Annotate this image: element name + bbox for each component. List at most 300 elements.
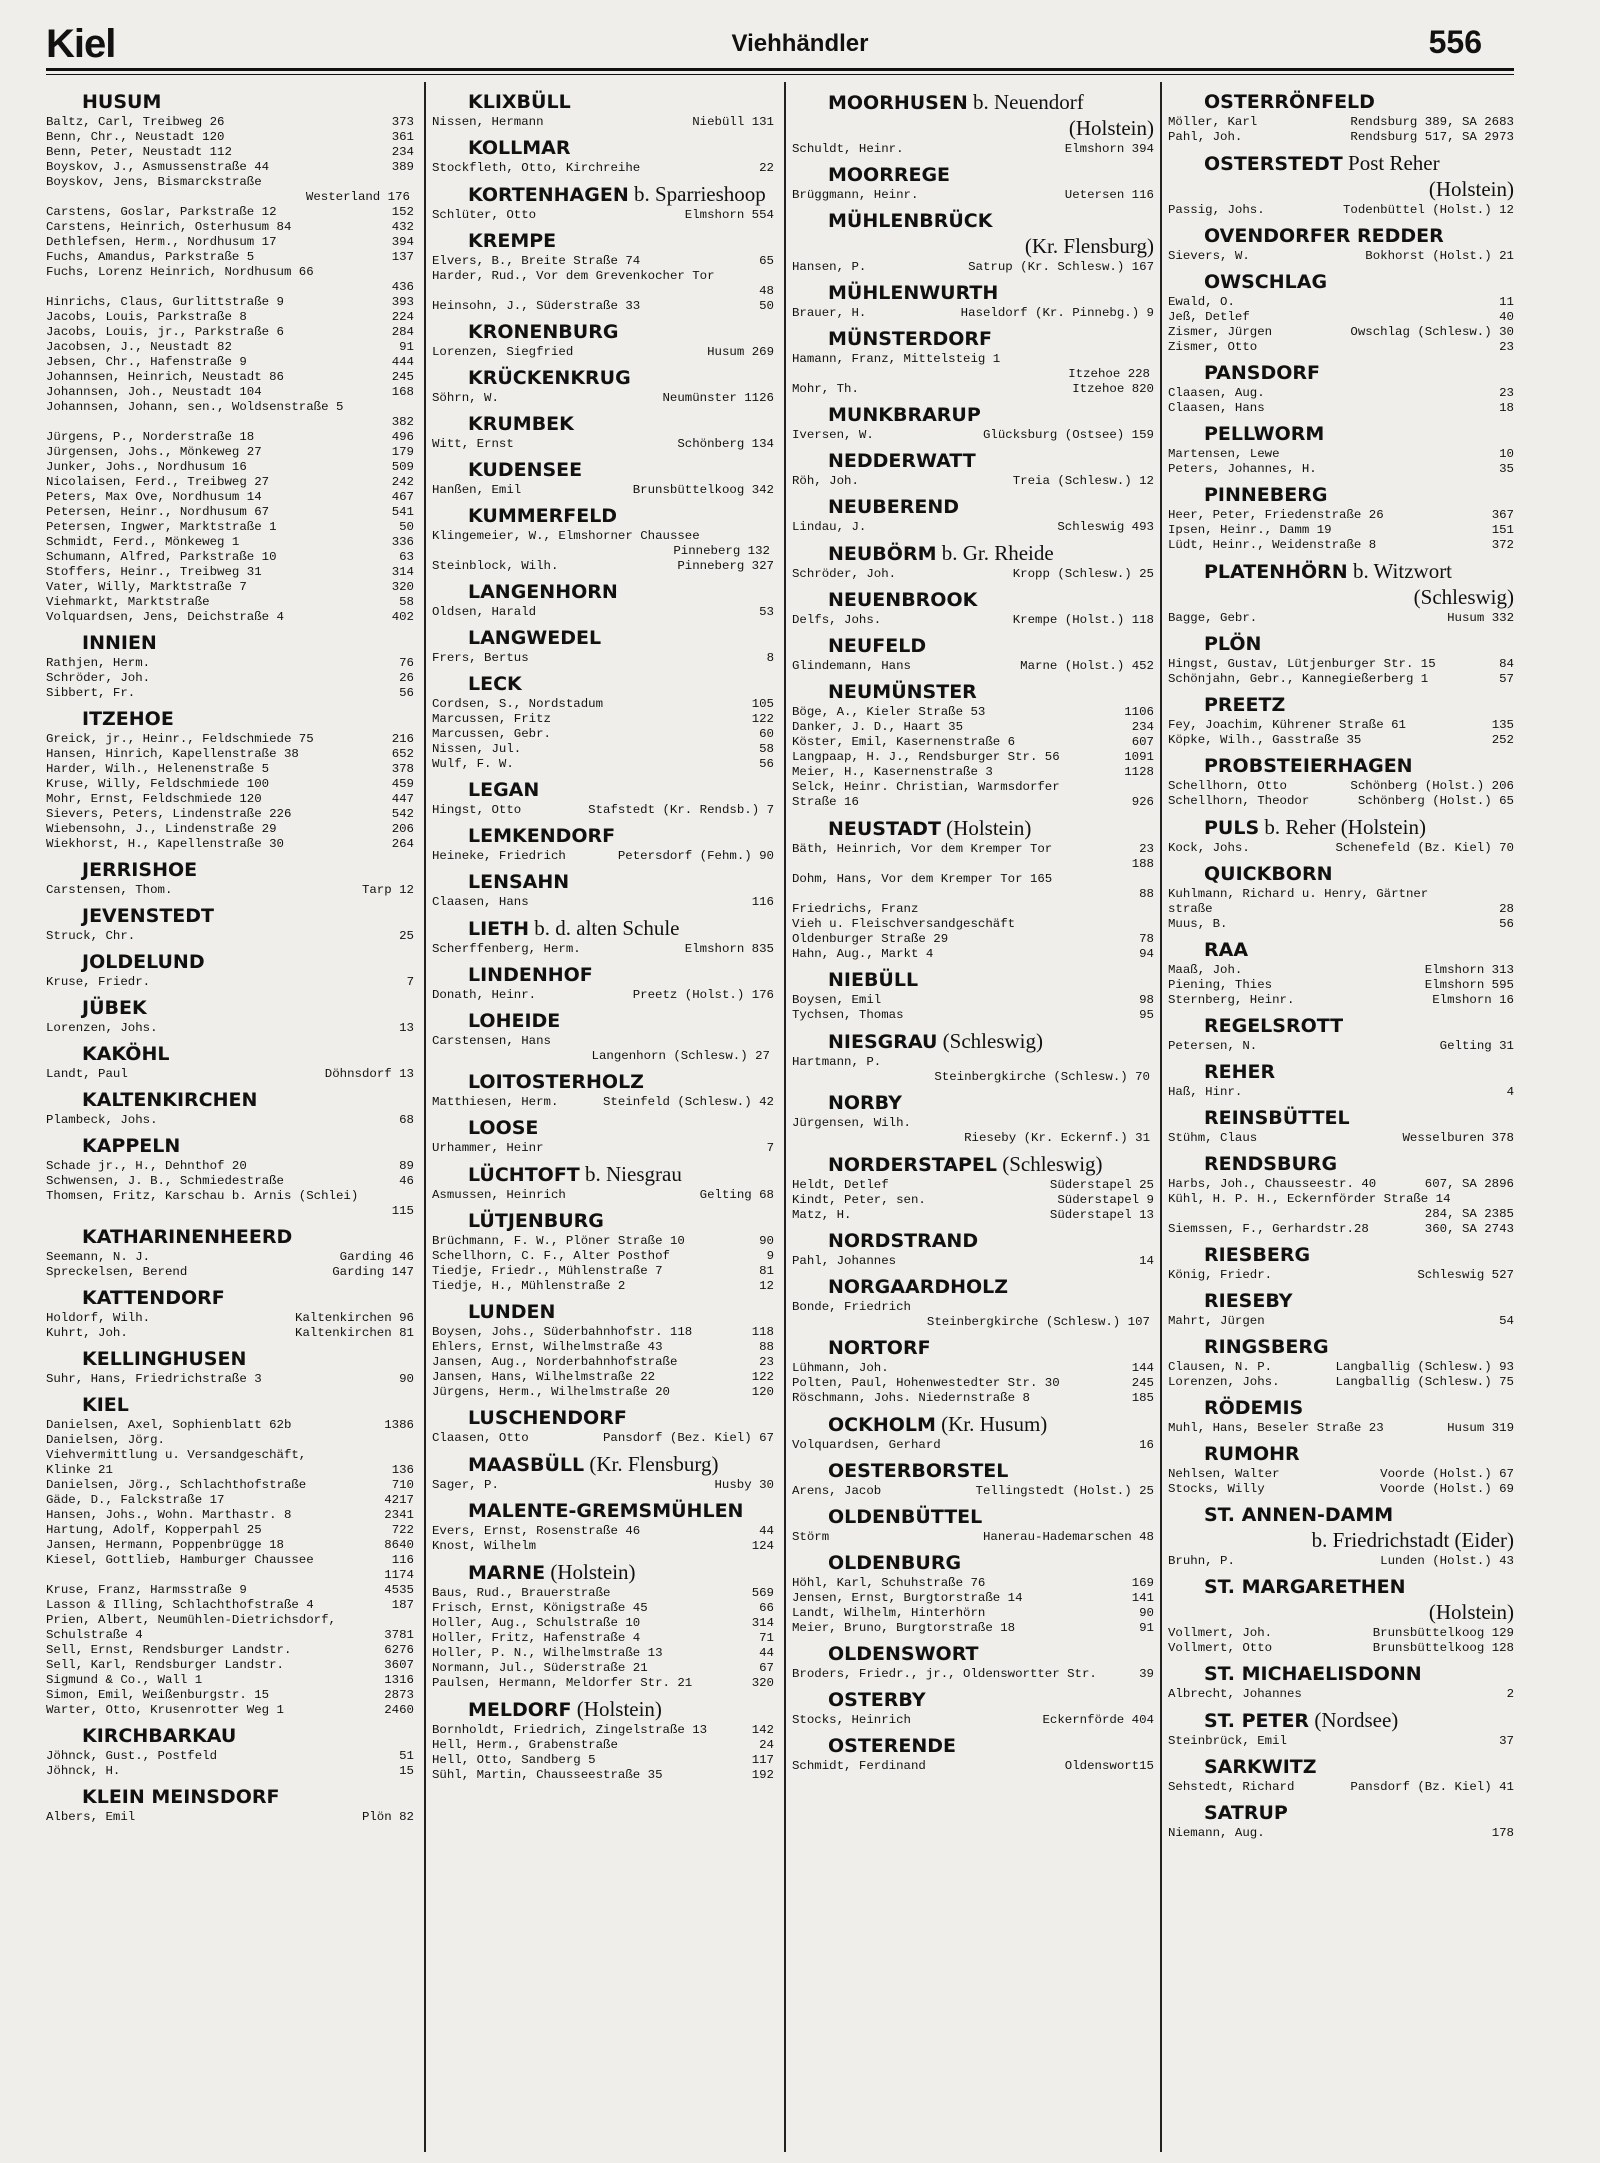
place-section <box>46 90 414 625</box>
phone-number: 436 <box>391 280 414 294</box>
place-name: NEUENBROOK <box>828 589 978 611</box>
dealer-entry <box>46 1067 414 1082</box>
dealer-name: Sibbert, Fr. <box>46 686 136 700</box>
dealer-entry <box>1168 978 1514 993</box>
place-name: RÖDEMIS <box>1204 1397 1304 1419</box>
dealer-entry <box>1168 1207 1514 1222</box>
place-heading <box>792 1029 1154 1055</box>
dealer-entry <box>792 1208 1154 1223</box>
dealer-name: Frers, Bertus <box>432 651 529 665</box>
dealer-name: Matz, H. <box>792 1208 852 1222</box>
place-heading <box>1168 270 1514 295</box>
phone-number: Pansdorf (Bz. Kiel) 41 <box>1350 1780 1514 1794</box>
dealer-entry <box>46 235 414 250</box>
place-section <box>1168 938 1514 1008</box>
phone-number: 372 <box>1491 538 1514 552</box>
dealer-entry <box>792 1008 1154 1023</box>
dealer-entry <box>46 595 414 610</box>
phone-number: Hanerau-Hademarschen 48 <box>982 1530 1154 1544</box>
place-heading <box>792 209 1154 234</box>
dealer-entry <box>792 872 1154 887</box>
dealer-name: Bonde, Friedrich <box>792 1300 911 1314</box>
column-3 <box>792 84 1154 2144</box>
dealer-entry <box>46 1311 414 1326</box>
dealer-entry <box>1168 1641 1514 1656</box>
dealer-name: Mahrt, Jürgen <box>1168 1314 1265 1328</box>
phone-number: 9 <box>766 1249 774 1263</box>
place-name: NEDDERWATT <box>828 450 976 472</box>
dealer-entry <box>1168 993 1514 1008</box>
dealer-name: Johannsen, Johann, sen., Woldsenstraße 5 <box>46 400 344 414</box>
dealer-entry <box>46 1433 414 1448</box>
place-heading <box>1168 224 1514 249</box>
place-heading <box>46 1724 414 1749</box>
place-section <box>792 403 1154 443</box>
dealer-name: Carstensen, Hans <box>432 1034 551 1048</box>
place-name: JOLDELUND <box>82 951 205 973</box>
dealer-entry <box>432 1646 774 1661</box>
place-heading <box>432 870 774 895</box>
dealer-entry <box>792 1178 1154 1193</box>
dealer-entry <box>46 370 414 385</box>
dealer-name: Zismer, Otto <box>1168 340 1258 354</box>
dealer-name: Schröder, Joh. <box>792 567 897 581</box>
dealer-entry <box>792 352 1154 367</box>
phone-number: 11 <box>1499 295 1514 309</box>
dealer-entry <box>46 1658 414 1673</box>
phone-number: 169 <box>1131 1576 1154 1590</box>
place-qualifier: b. Niesgrau <box>579 1162 682 1186</box>
place-name: RUMOHR <box>1204 1443 1300 1465</box>
dealer-entry <box>46 205 414 220</box>
place-name: MÜNSTERDORF <box>828 328 993 350</box>
phone-number: 389 <box>391 160 414 174</box>
dealer-entry <box>1168 295 1514 310</box>
phone-number: Plön 82 <box>361 1810 414 1824</box>
place-name: ST. PETER <box>1204 1710 1310 1732</box>
place-heading <box>1168 361 1514 386</box>
dealer-name: Lühmann, Joh. <box>792 1361 889 1375</box>
phone-number: 23 <box>1499 340 1514 354</box>
dealer-entry <box>46 1703 414 1718</box>
dealer-entry <box>46 445 414 460</box>
place-qualifier: (Schleswig) <box>996 1152 1103 1176</box>
place-qualifier: b. Friedrichstadt (Eider) <box>1311 1528 1514 1552</box>
column-divider <box>784 82 786 2152</box>
dealer-name: Haß, Hinr. <box>1168 1085 1243 1099</box>
phone-number: 710 <box>391 1478 414 1492</box>
phone-number: 26 <box>399 671 414 685</box>
dealer-name: Frisch, Ernst, Königstraße 45 <box>432 1601 648 1615</box>
column-divider <box>424 82 426 2152</box>
place-section <box>1168 862 1514 932</box>
dealer-name: Rathjen, Herm. <box>46 656 151 670</box>
place-section <box>432 870 774 910</box>
place-section <box>1168 1575 1514 1656</box>
phone-number: 22 <box>759 161 774 175</box>
phone-number <box>1150 917 1154 932</box>
place-name: NORGAARDHOLZ <box>828 1276 1009 1298</box>
place-heading <box>432 458 774 483</box>
dealer-name: Elvers, B., Breite Straße 74 <box>432 254 641 268</box>
place-name: REINSBÜTTEL <box>1204 1107 1350 1129</box>
dealer-entry <box>432 1325 774 1340</box>
place-section <box>1168 270 1514 355</box>
phone-number: 444 <box>391 355 414 369</box>
phone-number: 56 <box>399 686 414 700</box>
dealer-name: straße <box>1168 902 1213 916</box>
place-heading <box>432 963 774 988</box>
phone-number: Kaltenkirchen 81 <box>295 1326 414 1340</box>
dealer-entry <box>792 306 1154 321</box>
dealer-name: Seemann, N. J. <box>46 1250 151 1264</box>
phone-number <box>1150 1070 1154 1085</box>
dealer-name: Hansen, Johs., Wohn. Marthastr. 8 <box>46 1508 292 1522</box>
phone-number: Lunden (Holst.) 43 <box>1380 1554 1514 1568</box>
dealer-entry <box>1168 1554 1514 1569</box>
dealer-entry <box>1168 1467 1514 1482</box>
dealer-name: Kiesel, Gottlieb, Hamburger Chaussee <box>46 1553 314 1567</box>
place-heading <box>432 778 774 803</box>
dealer-name: Clausen, N. P. <box>1168 1360 1273 1374</box>
dealer-name: Holler, Aug., Schulstraße 10 <box>432 1616 641 1630</box>
dealer-name: Heldt, Detlef <box>792 1178 889 1192</box>
dealer-name: Jeß, Detlef <box>1168 310 1250 324</box>
dealer-entry <box>46 1688 414 1703</box>
phone-number: 91 <box>399 340 414 354</box>
dealer-name: Marcussen, Gebr. <box>432 727 551 741</box>
phone-number: 24 <box>759 1738 774 1752</box>
dealer-entry <box>432 345 774 360</box>
dealer-name: Fuchs, Amandus, Parkstraße 5 <box>46 250 255 264</box>
place-heading <box>1168 1335 1514 1360</box>
place-section <box>46 1088 414 1128</box>
dealer-name: Brüggmann, Heinr. <box>792 188 919 202</box>
phone-number: Husby 30 <box>714 1478 774 1492</box>
place-heading <box>1168 90 1514 115</box>
place-section <box>46 1225 414 1280</box>
phone-number: Voorde (Holst.) 69 <box>1380 1482 1514 1496</box>
dealer-name: Friedrichs, Franz <box>792 902 919 916</box>
place-section <box>432 824 774 864</box>
place-section <box>432 1406 774 1446</box>
place-name: MÜHLENWURTH <box>828 282 999 304</box>
dealer-name: Schlüter, Otto <box>432 208 537 222</box>
place-heading <box>1168 815 1514 841</box>
trade-heading: Viehhändler <box>731 30 869 57</box>
dealer-name: Lorenzen, Johs. <box>46 1021 158 1035</box>
phone-number: Pinneberg 327 <box>677 559 774 573</box>
dealer-name: Schumann, Alfred, Parkstraße 10 <box>46 550 277 564</box>
phone-number: 188 <box>1131 857 1154 871</box>
phone-number: 16 <box>1139 1438 1154 1452</box>
phone-number: Schleswig 527 <box>1417 1268 1514 1282</box>
dealer-name: Wulf, F. W. <box>432 757 514 771</box>
phone-number: 136 <box>391 1463 414 1477</box>
dealer-name: Hingst, Otto <box>432 803 522 817</box>
dealer-entry <box>792 705 1154 720</box>
dealer-name: Böge, A., Kieler Straße 53 <box>792 705 986 719</box>
place-section <box>1168 1503 1514 1569</box>
phone-number: 382 <box>391 415 414 429</box>
place-heading <box>792 1734 1154 1759</box>
dealer-name: Petersen, N. <box>1168 1039 1258 1053</box>
header-rule <box>46 68 1514 71</box>
dealer-name: Simon, Emil, Weißenburgstr. 15 <box>46 1688 270 1702</box>
place-heading <box>792 1412 1154 1438</box>
place-heading <box>792 1091 1154 1116</box>
phone-number: 13 <box>399 1021 414 1035</box>
place-heading <box>792 90 1154 116</box>
place-section <box>46 1286 414 1341</box>
dealer-name: Bruhn, P. <box>1168 1554 1235 1568</box>
dealer-entry <box>46 1628 414 1643</box>
phone-number: Glücksburg (Ostsee) 159 <box>982 428 1154 442</box>
dealer-entry <box>432 803 774 818</box>
place-heading <box>432 412 774 437</box>
dealer-name: Hingst, Gustav, Lütjenburger Str. 15 <box>1168 657 1436 671</box>
phone-number: 2460 <box>384 1703 414 1717</box>
phone-number: Elmshorn 313 <box>1424 963 1514 977</box>
place-name: NORBY <box>828 1092 902 1114</box>
dealer-entry <box>432 1385 774 1400</box>
dealer-name: Matthiesen, Herm. <box>432 1095 559 1109</box>
dealer-entry <box>46 550 414 565</box>
phone-number: Eckernförde 404 <box>1042 1713 1154 1727</box>
phone-number: 122 <box>751 1370 774 1384</box>
dealer-name: Arens, Jacob <box>792 1484 882 1498</box>
dealer-entry <box>46 430 414 445</box>
place-heading <box>432 1209 774 1234</box>
place-name: KLEIN MEINSDORF <box>82 1786 280 1808</box>
dealer-entry <box>46 340 414 355</box>
dealer-entry <box>432 712 774 727</box>
dealer-entry <box>1168 115 1514 130</box>
place-heading <box>432 580 774 605</box>
phone-number: 58 <box>399 595 414 609</box>
place-name: KUMMERFELD <box>468 505 618 527</box>
dealer-entry <box>792 142 1154 157</box>
dealer-entry <box>1168 508 1514 523</box>
dealer-entry <box>46 1523 414 1538</box>
dealer-entry <box>432 483 774 498</box>
dealer-name: Steinblock, Wilh. <box>432 559 559 573</box>
phone-number: Langballig (Schlesw.) 93 <box>1335 1360 1514 1374</box>
place-section <box>1168 1289 1514 1329</box>
place-section <box>432 1116 774 1156</box>
phone-number: 569 <box>751 1586 774 1600</box>
dealer-name: Boysen, Johs., Süderbahnhofstr. 118 <box>432 1325 693 1339</box>
place-name: NIESGRAU <box>828 1031 938 1053</box>
phone-number: 541 <box>391 505 414 519</box>
dealer-name: Petersen, Heinr., Nordhusum 67 <box>46 505 270 519</box>
phone-number: 4217 <box>384 1493 414 1507</box>
dealer-entry <box>1168 401 1514 416</box>
place-name: NORDSTRAND <box>828 1230 979 1252</box>
phone-number: 206 <box>391 822 414 836</box>
dealer-entry <box>792 1315 1154 1330</box>
dealer-name: Thomsen, Fritz, Karschau b. Arnis (Schlei) <box>46 1189 359 1203</box>
place-name: KELLINGHUSEN <box>82 1348 247 1370</box>
dealer-name: Jansen, Hermann, Poppenbrügge 18 <box>46 1538 284 1552</box>
phone-number: 7 <box>766 1141 774 1155</box>
place-name: OCKHOLM <box>828 1414 936 1436</box>
dealer-name: Stoffers, Heinr., Treibweg 31 <box>46 565 262 579</box>
place-section <box>792 1551 1154 1636</box>
place-name: RINGSBERG <box>1204 1336 1329 1358</box>
dealer-entry <box>432 115 774 130</box>
place-name: MUNKBRARUP <box>828 404 981 426</box>
dealer-entry <box>1168 1626 1514 1641</box>
phone-number: 245 <box>391 370 414 384</box>
place-name: KATHARINENHEERD <box>82 1226 293 1248</box>
dealer-entry <box>432 988 774 1003</box>
phone-number: 137 <box>391 250 414 264</box>
place-section <box>432 1300 774 1400</box>
place-heading <box>792 449 1154 474</box>
phone-number: Gelting 31 <box>1439 1039 1514 1053</box>
dealer-name: Steinbergkirche (Schlesw.) 70 <box>934 1070 1150 1084</box>
phone-number: 88 <box>759 1340 774 1354</box>
phone-number: 467 <box>391 490 414 504</box>
place-name: RIESEBY <box>1204 1290 1293 1312</box>
place-section <box>1168 1708 1514 1749</box>
place-heading <box>46 631 414 656</box>
phone-number: Haseldorf (Kr. Pinnebg.) 9 <box>960 306 1154 320</box>
dealer-entry <box>46 837 414 852</box>
dealer-name: Mohr, Ernst, Feldschmiede 120 <box>46 792 262 806</box>
dealer-entry <box>46 1478 414 1493</box>
dealer-name: Glindemann, Hans <box>792 659 911 673</box>
phone-number: Preetz (Holst.) 176 <box>632 988 774 1002</box>
place-qualifier: (Holstein) <box>1428 177 1514 201</box>
dealer-name: Carstensen, Thom. <box>46 883 173 897</box>
place-section <box>1168 422 1514 477</box>
place-section <box>432 320 774 360</box>
phone-number <box>770 544 774 559</box>
place-heading <box>1168 1442 1514 1467</box>
dealer-entry <box>432 1738 774 1753</box>
phone-number <box>1510 887 1514 902</box>
dealer-name: Carstens, Goslar, Parkstraße 12 <box>46 205 277 219</box>
place-name: KAKÖHL <box>82 1043 170 1065</box>
place-name: MÜHLENBRÜCK <box>828 210 993 232</box>
dealer-name: Lüdt, Heinr., Weidenstraße 8 <box>1168 538 1377 552</box>
place-heading <box>792 281 1154 306</box>
place-heading <box>1168 1106 1514 1131</box>
dealer-entry <box>1168 1177 1514 1192</box>
place-name: RAA <box>1204 939 1249 961</box>
place-heading <box>432 1560 774 1586</box>
dealer-name: Warter, Otto, Krusenrotter Weg 1 <box>46 1703 284 1717</box>
dealer-name: Stockfleth, Otto, Kirchreihe <box>432 161 641 175</box>
dealer-name: Jürgensen, Wilh. <box>792 1116 911 1130</box>
dealer-name: Greick, jr., Heinr., Feldschmiede 75 <box>46 732 314 746</box>
phone-number: 18 <box>1499 401 1514 415</box>
phone-number: Owschlag (Schlesw.) 30 <box>1350 325 1514 339</box>
place-name: PLÖN <box>1204 633 1262 655</box>
phone-number: 15 <box>399 1764 414 1778</box>
dealer-name: Junker, Johs., Nordhusum 16 <box>46 460 247 474</box>
dealer-entry <box>1168 657 1514 672</box>
dealer-entry <box>1168 1360 1514 1375</box>
dealer-entry <box>1168 1192 1514 1207</box>
place-name: KIEL <box>82 1394 129 1416</box>
dealer-name: Schellhorn, Theodor <box>1168 794 1310 808</box>
dealer-name: Tiedje, Friedr., Mühlenstraße 7 <box>432 1264 663 1278</box>
dealer-entry <box>432 269 774 284</box>
dealer-name: Iversen, W. <box>792 428 874 442</box>
phone-number: 8 <box>766 651 774 665</box>
dealer-entry <box>46 929 414 944</box>
place-name: OSTERENDE <box>828 1735 957 1757</box>
place-section <box>792 541 1154 582</box>
dealer-name: Passig, Johs. <box>1168 203 1265 217</box>
dealer-entry <box>1168 963 1514 978</box>
dealer-name: Harder, Rud., Vor dem Grevenkocher Tor <box>432 269 715 283</box>
dealer-name: Ipsen, Heinr., Damm 19 <box>1168 523 1332 537</box>
dealer-name: Bäth, Heinrich, Vor dem Kremper Tor <box>792 842 1053 856</box>
phone-number: 4 <box>1506 1085 1514 1099</box>
place-name: KALTENKIRCHEN <box>82 1089 258 1111</box>
place-section <box>46 631 414 701</box>
phone-number: 402 <box>391 610 414 624</box>
place-heading <box>46 1225 414 1250</box>
place-name: LOHEIDE <box>468 1010 561 1032</box>
place-name: OSTERBY <box>828 1689 926 1711</box>
dealer-entry <box>432 208 774 223</box>
phone-number: Tarp 12 <box>361 883 414 897</box>
dealer-entry <box>1168 523 1514 538</box>
phone-number: 1386 <box>384 1418 414 1432</box>
place-section <box>46 1724 414 1779</box>
phone-number: 320 <box>751 1676 774 1690</box>
phone-number: Brunsbüttelkoog 129 <box>1372 1626 1514 1640</box>
dealer-entry <box>1168 1039 1514 1054</box>
place-name: NORTORF <box>828 1337 931 1359</box>
dealer-entry <box>432 1601 774 1616</box>
phone-number: 88 <box>1139 887 1154 901</box>
phone-number: 6276 <box>384 1643 414 1657</box>
phone-number: 393 <box>391 295 414 309</box>
place-section <box>792 1275 1154 1330</box>
dealer-entry <box>792 1131 1154 1146</box>
dealer-name: Lindau, J. <box>792 520 867 534</box>
place-section <box>1168 754 1514 809</box>
dealer-entry <box>1168 672 1514 687</box>
phone-number <box>410 190 414 205</box>
dealer-name: Heinsohn, J., Süderstraße 33 <box>432 299 641 313</box>
place-name: LINDENHOF <box>468 964 593 986</box>
dealer-name: Dohm, Hans, Vor dem Kremper Tor 165 <box>792 872 1053 886</box>
dealer-name: Danielsen, Axel, Sophienblatt 62b <box>46 1418 292 1432</box>
phone-number: 284, SA 2385 <box>1424 1207 1514 1221</box>
place-heading <box>1168 1289 1514 1314</box>
place-heading <box>432 626 774 651</box>
place-name: LECK <box>468 673 522 695</box>
dealer-entry <box>46 415 414 430</box>
dealer-name: Peters, Johannes, H. <box>1168 462 1317 476</box>
place-heading <box>1168 862 1514 887</box>
dealer-name: Jürgensen, Johs., Mönkeweg 27 <box>46 445 262 459</box>
dealer-entry <box>792 1576 1154 1591</box>
dealer-name: Boyskov, Jens, Bismarckstraße <box>46 175 262 189</box>
dealer-name: Baltz, Carl, Treibweg 26 <box>46 115 225 129</box>
phone-number <box>1150 902 1154 917</box>
dealer-entry <box>432 1340 774 1355</box>
dealer-entry <box>1168 130 1514 145</box>
dealer-entry <box>792 932 1154 947</box>
